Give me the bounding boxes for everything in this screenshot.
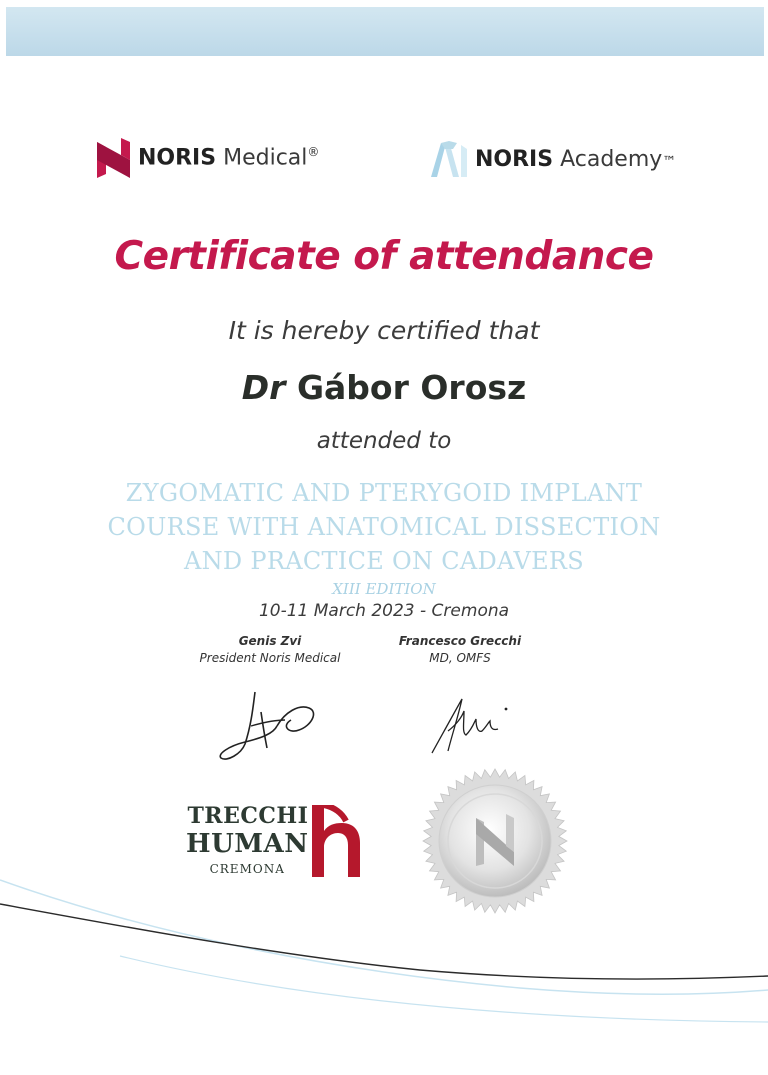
edition-label: XIII EDITION [332,580,436,598]
decorative-swoosh [0,860,768,1040]
noris-academy-logo-icon [431,141,467,177]
recipient-prefix: Dr [241,368,286,407]
noris-academy-logo [431,141,676,177]
trecchi-line-3: CREMONA [209,862,285,876]
noris-academy-brand: NORIS [475,146,554,172]
signer-name: Francesco Grecchi [398,634,522,648]
signer-role: President Noris Medical [199,651,341,665]
signer-block-2 [380,633,540,667]
recipient-full-name: Gábor Orosz [296,368,527,407]
signature-genis-zvi [215,686,325,766]
signer-role: MD, OMFS [429,651,491,665]
signer-name: Genis Zvi [238,634,302,648]
noris-medical-product: Medical [223,145,308,171]
certify-line: It is hereby certified that [228,316,540,345]
trecchi-line-2: HUMAN [186,829,309,859]
course-title [0,476,768,578]
signature-francesco-grecchi [428,695,518,757]
recipient-name [0,368,768,407]
noris-academy-product: Academy [560,146,663,172]
noris-medical-logo-icon [97,138,130,178]
course-title-line: ZYGOMATIC AND PTERYGOID IMPLANT [125,479,643,507]
noris-medical-brand: NORIS [138,145,217,171]
signer-block-1 [170,633,370,667]
attended-line: attended to [316,428,452,454]
date-location: 10-11 March 2023 - Cremona [258,601,510,621]
certificate-title: Certificate of attendance [114,234,654,279]
noris-medical-logo [97,138,319,178]
registered-mark: ® [307,145,320,160]
course-title-line: AND PRACTICE ON CADAVERS [183,547,585,575]
top-color-band [6,7,764,56]
course-title-line: COURSE WITH ANATOMICAL DISSECTION [107,513,661,541]
trecchi-line-1: TRECCHI [187,803,309,829]
trademark-mark: ™ [662,153,677,170]
